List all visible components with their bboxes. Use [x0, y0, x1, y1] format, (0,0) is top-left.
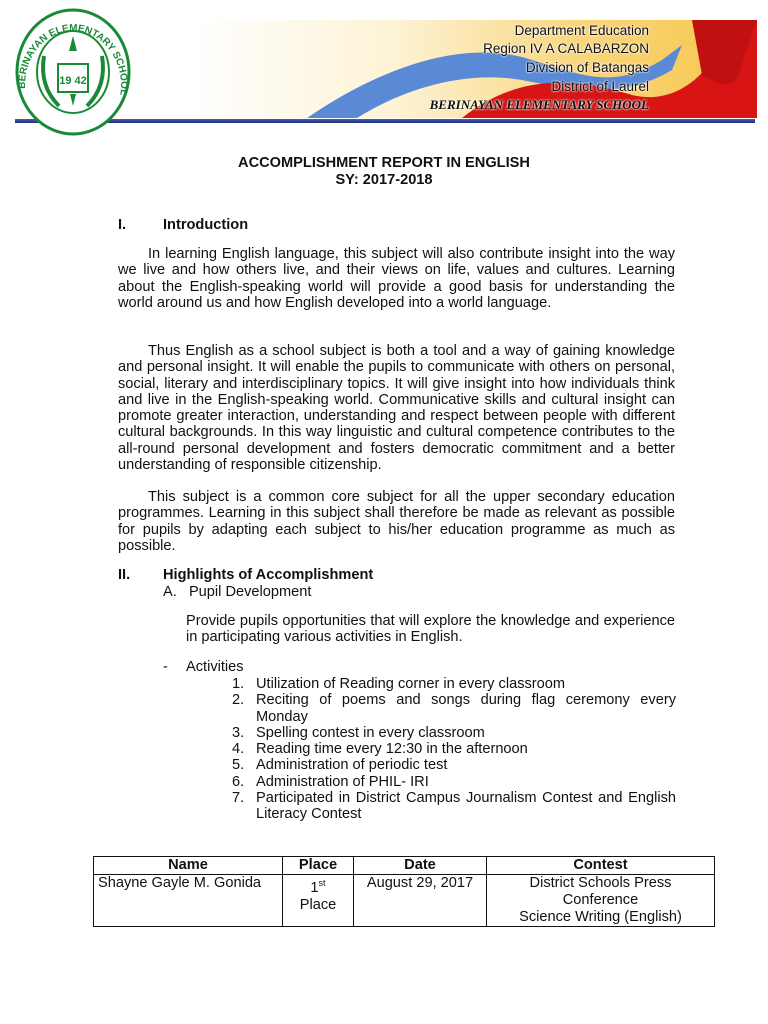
- col-name: Name: [94, 857, 283, 875]
- region-line: Region IV A CALABARZON: [483, 41, 649, 56]
- district-line: District of Laurel: [551, 79, 649, 94]
- list-item: 2. Reciting of poems and songs during flag ceremony every Monday: [232, 692, 676, 725]
- section-1-number: I.: [118, 217, 127, 233]
- intro-paragraph-2: Thus English as a school subject is both a tool and a way of gaining knowledge and personal insight. It will enable the pupils to communicate with others on personal, social, literary and interdisciplinary topics. It will give insight into how individuals think and live in the English-speaking world. Communicative skills and cultural insight can promote greater interaction, understanding and respect between people with different cultural backgrounds. In this way linguistic and cultural competence contributes to the all-round personal development and fosters democratic commitment and a better understanding of responsible citizenship.: [118, 343, 675, 474]
- list-item: 4. Reading time every 12:30 in the afternoon: [232, 741, 528, 758]
- table-row: [94, 875, 715, 927]
- section-2-title: Highlights of Accomplishment: [163, 567, 374, 583]
- subsection-a: A. Pupil Development: [163, 584, 312, 600]
- cell-contest: District Schools Press Conference Science Writing (English): [487, 875, 715, 927]
- division-line: Division of Batangas: [525, 60, 649, 75]
- cell-date: August 29, 2017: [354, 875, 487, 927]
- activities-list: [232, 676, 676, 823]
- school-year: SY: 2017-2018: [335, 172, 433, 188]
- school-name: BERINAYAN ELEMENTARY SCHOOL: [429, 97, 649, 112]
- col-contest: Contest: [487, 857, 715, 875]
- activities-label: Activities: [186, 659, 244, 675]
- header-banner: [192, 20, 757, 118]
- svg-text:19 42: 19 42: [59, 75, 87, 87]
- table-header-row: [94, 857, 715, 875]
- pupil-development-desc: Provide pupils opportunities that will explore the knowledge and experience in participating various activities in English.: [186, 613, 675, 646]
- school-logo: [14, 6, 132, 136]
- list-item: 3. Spelling contest in every classroom: [232, 724, 485, 741]
- list-item: 1. Utilization of Reading corner in every classroom: [232, 676, 566, 692]
- intro-paragraph-1: In learning English language, this subject will also contribute insight into the way we live and how others live, and their views on life, values and cultures. Learning about the English-speaking world will provide a good basis for understanding the world around us and how English developed into a world language.: [118, 246, 675, 311]
- contest-table: [93, 856, 715, 927]
- list-item: 7. Participated in District Campus Journalism Contest and English Literacy Contest: [232, 790, 676, 823]
- col-place: Place: [283, 857, 354, 875]
- activities-dash: -: [163, 659, 168, 675]
- list-item: 6. Administration of PHIL- IRI: [232, 773, 429, 790]
- report-title: ACCOMPLISHMENT REPORT IN ENGLISH: [238, 155, 530, 171]
- cell-name: Shayne Gayle M. Gonida: [94, 875, 283, 927]
- dept-line: Department Education: [514, 23, 649, 38]
- section-2-number: II.: [118, 567, 131, 583]
- svg-text:BERINAYAN ELEMENTARY SCHOOL: BERINAYAN ELEMENTARY SCHOOL: [16, 23, 130, 97]
- list-item: 5. Administration of periodic test: [232, 757, 448, 774]
- col-date: Date: [354, 857, 487, 875]
- section-1-title: Introduction: [163, 217, 249, 233]
- cell-place: 1st Place: [283, 875, 354, 927]
- intro-paragraph-3: This subject is a common core subject for all the upper secondary education programmes. Learning in this subject shall therefore be made as relevant as possible for pupils by adapting each subject to his/her education programme as much as possible.: [118, 489, 675, 554]
